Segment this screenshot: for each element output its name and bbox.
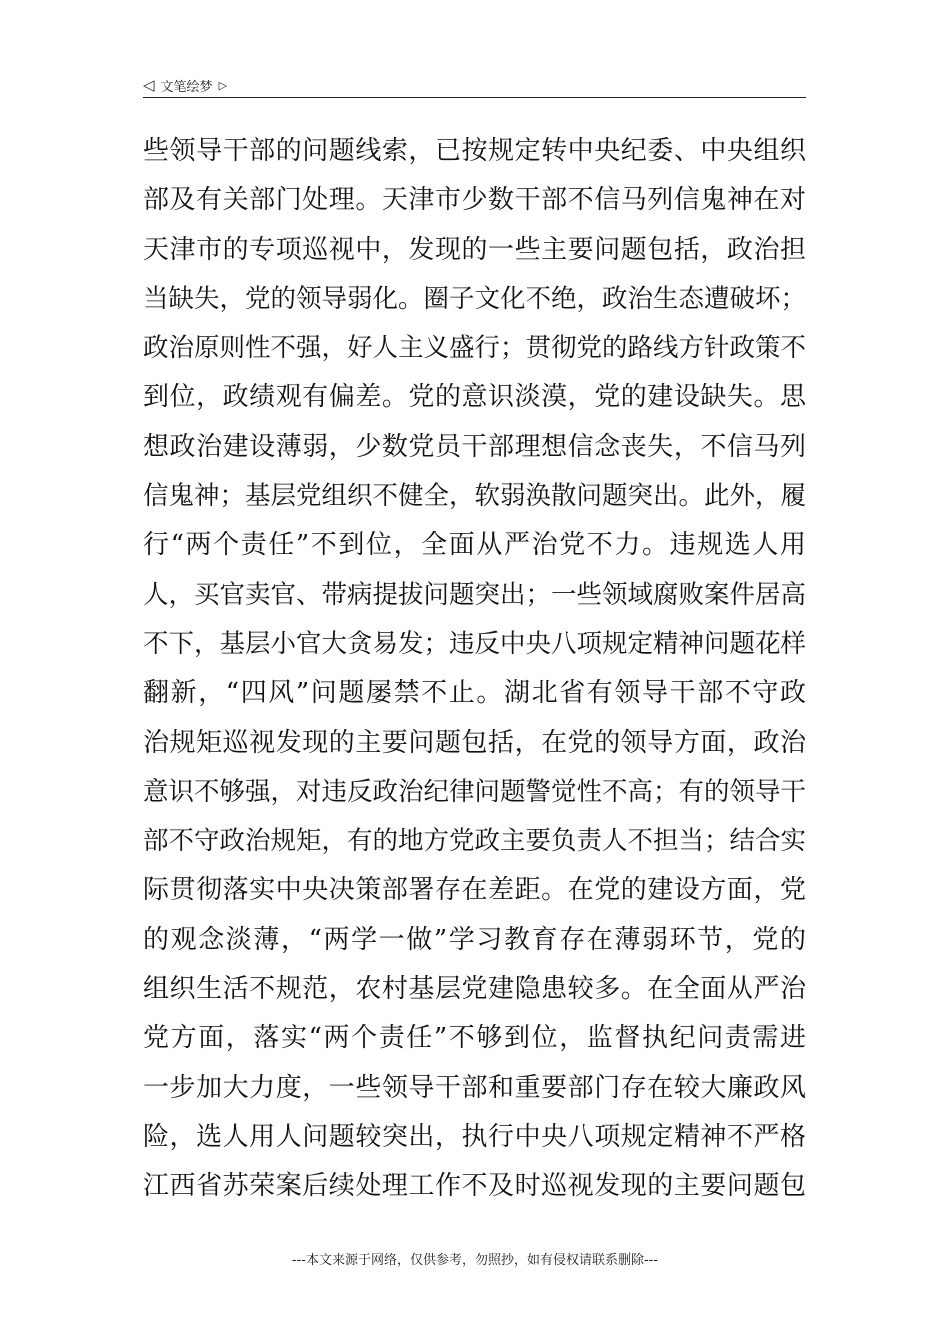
text-line: 一步加大力度，一些领导干部和重要部门存在较大廉政风	[143, 1072, 806, 1103]
text-line: 部及有关部门处理。天津市少数干部不信马列信鬼神在对	[143, 185, 806, 216]
text-line: 治规矩巡视发现的主要问题包括，在党的领导方面，政治	[143, 727, 806, 758]
text-line: 当缺失，党的领导弱化。圈子文化不绝，政治生态遭破坏；	[143, 283, 807, 314]
text-line: 江西省苏荣案后续处理工作不及时巡视发现的主要问题包	[143, 1171, 806, 1202]
text-line: 些领导干部的问题线索，已按规定转中央纪委、中央组织	[143, 136, 806, 166]
text-line: 人，买官卖官、带病提拔问题突出；一些领域腐败案件居高	[143, 579, 807, 610]
text-line: 不下，基层小官大贪易发；违反中央八项规定精神问题花样	[143, 628, 807, 659]
text-line: 想政治建设薄弱，少数党员干部理想信念丧失，不信马列	[143, 431, 806, 462]
page-footer: ---本文来源于网络，仅供参考，勿照抄，如有侵权请联系删除---	[291, 1253, 659, 1268]
text-line: 天津市的专项巡视中，发现的一些主要问题包括，政治担	[143, 234, 806, 265]
text-line: 信鬼神；基层党组织不健全，软弱涣散问题突出。此外，履	[143, 481, 807, 512]
text-line: 际贯彻落实中央决策部署存在差距。在党的建设方面，党	[143, 875, 806, 906]
triangle-right-icon: ▷	[218, 78, 228, 92]
text-line: 政治原则性不强，好人主义盛行；贯彻党的路线方针政策不	[143, 333, 807, 364]
page-header	[143, 72, 806, 98]
text-line: 党方面，落实“两个责任”不够到位，监督执纪问责需进	[143, 1023, 806, 1054]
text-line: 组织生活不规范，农村基层党建隐患较多。在全面从严治	[143, 974, 806, 1005]
text-line: 险，选人用人问题较突出，执行中央八项规定精神不严格	[143, 1121, 806, 1152]
document-body	[143, 127, 806, 1212]
header-title: 文笔绘梦	[160, 79, 213, 95]
triangle-left-icon: ◁	[143, 75, 155, 94]
text-line: 到位，政绩观有偏差。党的意识淡漠，党的建设缺失。思	[143, 382, 806, 413]
text-line: 行“两个责任”不到位，全面从严治党不力。违规选人用	[143, 530, 806, 561]
text-line: 翻新，“四风”问题屡禁不止。湖北省有领导干部不守政	[143, 678, 806, 709]
text-line: 意识不够强，对违反政治纪律问题警觉性不高；有的领导干	[143, 776, 807, 807]
text-line: 部不守政治规矩，有的地方党政主要负责人不担当；结合实	[143, 826, 807, 857]
header-divider	[143, 97, 806, 98]
text-line: 的观念淡薄，“两学一做”学习教育存在薄弱环节，党的	[143, 924, 806, 955]
